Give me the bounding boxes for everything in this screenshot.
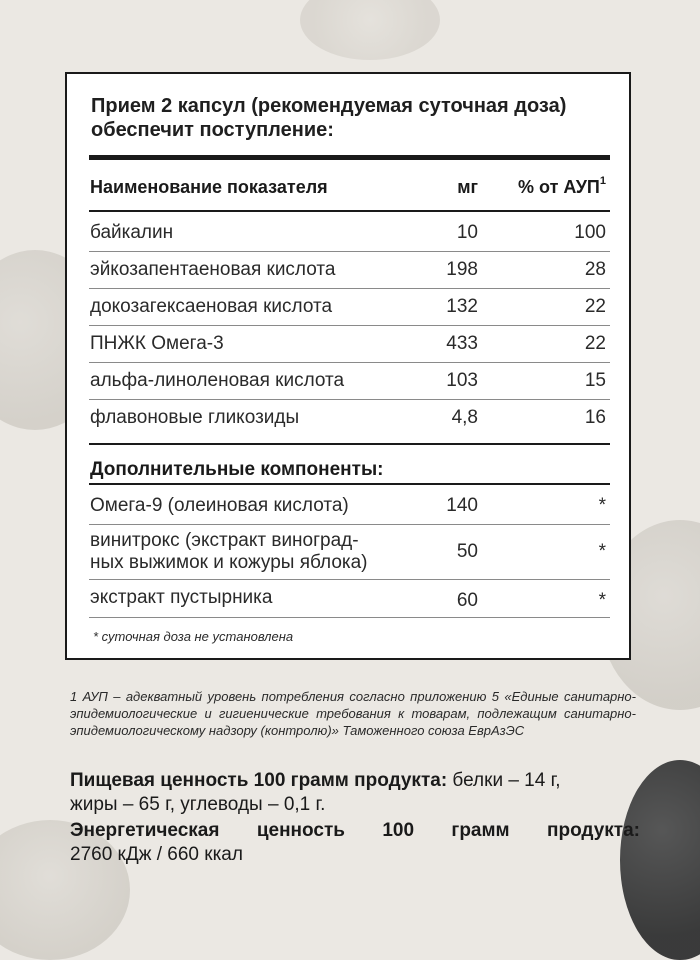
- row-pct: 22: [584, 333, 606, 354]
- row-divider: [89, 483, 610, 485]
- table-row: [89, 296, 610, 326]
- row-pct: 15: [584, 370, 606, 391]
- table-header: [89, 177, 610, 207]
- column-header-name: Наименование показателя: [90, 177, 328, 197]
- table-row: [89, 222, 610, 252]
- row-mg: 103: [446, 370, 478, 391]
- panel-footnote: * суточная доза не установлена: [93, 629, 294, 644]
- row-pct: 16: [584, 407, 606, 428]
- row-mg: 140: [446, 495, 478, 516]
- row-mg: 132: [446, 296, 478, 317]
- row-name: Омега-9 (олеиновая кислота): [90, 495, 349, 516]
- nutrition-label: Пищевая ценность 100 грамм продукта:: [70, 770, 448, 791]
- table-row: [89, 483, 610, 516]
- energy-value: 2760 кДж / 660 ккал: [70, 844, 243, 865]
- row-divider: [89, 617, 610, 618]
- panel-title: Прием 2 капсул (рекомендуемая суточная доза) обеспечит поступление:: [91, 95, 567, 141]
- row-divider: [89, 325, 610, 326]
- row-name: байкалин: [90, 222, 174, 243]
- row-pct: *: [598, 495, 606, 516]
- header-divider: [89, 155, 610, 160]
- row-name: эйкозапентаеновая кислота: [90, 259, 336, 280]
- background-capsule: [300, 0, 440, 60]
- row-divider: [89, 524, 610, 525]
- row-pct: *: [598, 541, 606, 562]
- row-divider: [89, 579, 610, 580]
- table-row: [89, 333, 610, 363]
- table-row: [89, 259, 610, 289]
- row-pct: *: [598, 590, 606, 611]
- row-mg: 4,8: [451, 407, 478, 428]
- row-mg: 433: [446, 333, 478, 354]
- row-divider: [89, 362, 610, 363]
- row-name: винитрокс (экстракт виноград- ных выжимок и кожуры яблока): [90, 530, 368, 573]
- row-pct: 100: [574, 222, 606, 243]
- table-row: [89, 530, 610, 578]
- row-name: экстракт пустырника: [90, 587, 273, 608]
- table-row: [89, 407, 610, 437]
- energy-label: Энергетическая ценность 100 грамм продукта:: [70, 820, 640, 841]
- row-divider: [89, 251, 610, 252]
- row-name: альфа-линоленовая кислота: [90, 370, 345, 391]
- table-row: [89, 587, 610, 617]
- row-mg: 198: [446, 259, 478, 280]
- row-divider: [89, 210, 610, 212]
- aup-footnote: 1 АУП – адекватный уровень потребления согласно приложению 5 «Единые санитарно-эпидемиологические и гигиенические требования к товарам, подлежащим санитарно-эпидемиологическому надзору (контролю)» Таможенного союза ЕврАзЭС: [70, 689, 636, 738]
- additional-components-title: Дополнительные компоненты:: [90, 459, 384, 480]
- row-mg: 50: [456, 541, 478, 562]
- column-header-pct: % от АУП$^1$: [518, 175, 606, 197]
- column-header-mg: мг: [457, 177, 478, 197]
- row-name: ПНЖК Омега-3: [90, 333, 224, 354]
- row-pct: 22: [584, 296, 606, 317]
- row-divider: [89, 443, 610, 445]
- row-name: флавоновые гликозиды: [90, 407, 300, 428]
- nutrition-facts-panel: [65, 72, 631, 660]
- table-row: [89, 370, 610, 400]
- row-divider: [89, 288, 610, 289]
- row-divider: [89, 399, 610, 400]
- nutrition-value: Пищевая ценность 100 грамм продукта: белки – 14 г, жиры – 65 г, углеводы – 0,1 г.: [70, 770, 561, 815]
- row-name: докозагексаеновая кислота: [90, 296, 333, 317]
- row-mg: 10: [456, 222, 478, 243]
- row-mg: 60: [456, 590, 478, 611]
- row-pct: 28: [584, 259, 606, 280]
